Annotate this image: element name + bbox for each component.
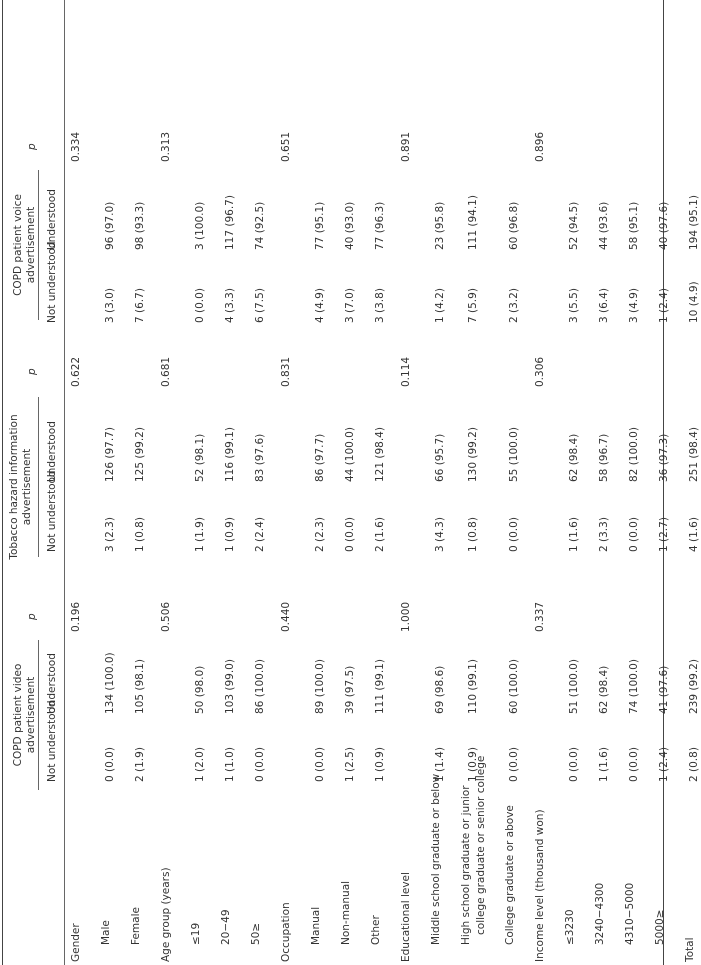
data-cell: 1 (1.0) [224,747,236,782]
group-title: Tobacco hazard information advertisement [8,414,33,560]
data-cell: 3 (7.0) [344,288,356,323]
data-cell: 2 (1.9) [134,747,146,782]
data-cell: 1 (2.4) [658,288,670,323]
data-cell: 0 (0.0) [194,288,206,323]
p-value: 0.196 [70,601,82,632]
group-underline [38,397,39,557]
data-cell: 83 (97.6) [254,433,266,482]
data-cell: 6 (7.5) [254,288,266,323]
data-cell: 1 (4.2) [434,288,446,323]
data-cell: 251 (98.4) [688,427,700,482]
p-value: 0.622 [70,356,82,387]
data-cell: 2 (1.6) [374,517,386,552]
data-cell: 86 (97.7) [314,433,326,482]
data-cell: 96 (97.0) [104,201,116,250]
data-cell: 3 (3.0) [104,288,116,323]
data-cell: 134 (100.0) [104,652,116,714]
data-cell: 1 (0.9) [374,747,386,782]
data-cell: 3 (100.0) [194,201,206,250]
data-cell: 1 (1.6) [568,517,580,552]
row-sublabel: ≤3230 [564,909,576,945]
row-sublabel: High school graduate or junior [460,785,472,945]
data-cell: 98 (93.3) [134,201,146,250]
p-value: 0.313 [160,131,172,162]
row-sublabel: College graduate or above [504,805,516,945]
data-cell: 194 (95.1) [688,195,700,250]
data-cell: 58 (95.1) [628,201,640,250]
data-cell: 239 (99.2) [688,659,700,714]
table-bottom-rule [663,0,664,965]
data-cell: 51 (100.0) [568,659,580,714]
data-cell: 40 (93.0) [344,201,356,250]
data-cell: 3 (4.3) [434,517,446,552]
row-category-label: Age group (years) [160,867,172,962]
data-cell: 3 (2.3) [104,517,116,552]
data-cell: 1 (1.9) [194,517,206,552]
row-sublabel: Middle school graduate or below [430,773,442,945]
data-cell: 62 (98.4) [598,665,610,714]
group-underline [38,170,39,320]
data-cell: 126 (97.7) [104,427,116,482]
data-cell: 0 (0.0) [508,747,520,782]
data-cell: 103 (99.0) [224,659,236,714]
row-category-label: Total [684,937,696,962]
data-cell: 130 (99.2) [467,427,479,482]
p-value: 0.114 [400,356,412,387]
data-cell: 0 (0.0) [568,747,580,782]
row-sublabel: Manual [310,906,322,945]
data-cell: 52 (98.1) [194,433,206,482]
data-cell: 77 (95.1) [314,201,326,250]
row-sublabel: 5000≥ [654,909,666,945]
data-cell: 105 (98.1) [134,659,146,714]
data-cell: 2 (3.2) [508,288,520,323]
row-sublabel: Male [100,920,112,945]
row-sublabel: 20−49 [220,909,232,945]
data-cell: 44 (100.0) [344,427,356,482]
row-category-label: Income level (thousand won) [534,809,546,962]
data-cell: 23 (95.8) [434,201,446,250]
data-cell: 111 (99.1) [374,659,386,714]
row-sublabel: Other [370,915,382,945]
data-cell: 117 (96.7) [224,195,236,250]
data-cell: 82 (100.0) [628,427,640,482]
p-value: 0.831 [280,356,292,387]
column-header-not-understood: Not understood [46,700,58,782]
column-header-understood: Understood [46,653,58,714]
data-cell: 4 (4.9) [314,288,326,323]
data-cell: 40 (97.6) [658,201,670,250]
data-cell: 60 (96.8) [508,201,520,250]
p-value: 1.000 [400,601,412,632]
column-header-p: p [26,368,38,375]
data-cell: 89 (100.0) [314,659,326,714]
p-value: 0.440 [280,601,292,632]
data-cell: 0 (0.0) [254,747,266,782]
data-cell: 58 (96.7) [598,433,610,482]
row-sublabel: 50≥ [250,922,262,945]
data-cell: 4 (1.6) [688,517,700,552]
row-sublabel: Female [130,907,142,945]
p-value: 0.334 [70,131,82,162]
data-cell: 3 (5.5) [568,288,580,323]
data-cell: 36 (97.3) [658,433,670,482]
p-value: 0.681 [160,356,172,387]
data-cell: 1 (2.7) [658,517,670,552]
data-cell: 1 (2.0) [194,747,206,782]
data-cell: 41 (97.6) [658,665,670,714]
data-cell: 0 (0.0) [628,747,640,782]
data-cell: 86 (100.0) [254,659,266,714]
data-cell: 0 (0.0) [628,517,640,552]
p-value: 0.506 [160,601,172,632]
data-cell: 39 (97.5) [344,665,356,714]
column-header-not-understood: Not understood [46,241,58,323]
data-cell: 0 (0.0) [508,517,520,552]
data-cell: 77 (96.3) [374,201,386,250]
data-cell: 111 (94.1) [467,195,479,250]
column-header-p: p [26,143,38,150]
data-cell: 2 (2.3) [314,517,326,552]
column-header-not-understood: Not understood [46,470,58,552]
data-cell: 125 (99.2) [134,427,146,482]
p-value: 0.891 [400,131,412,162]
row-sublabel: 3240−4300 [594,882,606,945]
data-cell: 0 (0.0) [104,747,116,782]
data-cell: 1 (1.4) [434,747,446,782]
p-value: 0.337 [534,601,546,632]
row-sublabel: ≤19 [190,922,202,945]
data-cell: 2 (3.3) [598,517,610,552]
group-title: COPD patient voice advertisement [12,194,37,296]
data-cell: 0 (0.0) [314,747,326,782]
data-cell: 3 (6.4) [598,288,610,323]
data-cell: 0 (0.0) [344,517,356,552]
data-cell: 10 (4.9) [688,281,700,323]
row-sublabel: 4310−5000 [624,882,636,945]
column-header-p: p [26,613,38,620]
data-cell: 3 (4.9) [628,288,640,323]
row-category-label: Occupation [280,902,292,962]
row-category-label: Gender [70,923,82,962]
data-cell: 55 (100.0) [508,427,520,482]
data-cell: 2 (0.8) [688,747,700,782]
data-cell: 1 (0.9) [224,517,236,552]
data-cell: 69 (98.6) [434,665,446,714]
data-cell: 110 (99.1) [467,659,479,714]
data-cell: 74 (100.0) [628,659,640,714]
data-cell: 1 (0.8) [134,517,146,552]
data-cell: 44 (93.6) [598,201,610,250]
group-underline [38,640,39,790]
row-sublabel: Non-manual [340,880,352,945]
data-cell: 74 (92.5) [254,201,266,250]
data-cell: 62 (98.4) [568,433,580,482]
column-header-understood: Understood [46,189,58,250]
p-value: 0.306 [534,356,546,387]
data-cell: 1 (0.9) [467,747,479,782]
data-cell: 66 (95.7) [434,433,446,482]
data-cell: 7 (5.9) [467,288,479,323]
data-cell: 116 (99.1) [224,427,236,482]
row-sublabel: college graduate or senior college [475,755,487,935]
column-header-understood: Understood [46,421,58,482]
data-cell: 52 (94.5) [568,201,580,250]
table-top-rule [2,0,3,965]
row-category-label: Educational level [400,872,412,962]
data-cell: 7 (6.7) [134,288,146,323]
data-cell: 4 (3.3) [224,288,236,323]
data-cell: 50 (98.0) [194,665,206,714]
data-cell: 1 (1.6) [598,747,610,782]
data-cell: 3 (3.8) [374,288,386,323]
p-value: 0.896 [534,131,546,162]
group-title: COPD patient video advertisement [12,663,37,767]
data-cell: 1 (2.5) [344,747,356,782]
data-cell: 121 (98.4) [374,427,386,482]
data-cell: 1 (0.8) [467,517,479,552]
table-header-rule [64,0,65,965]
data-cell: 2 (2.4) [254,517,266,552]
data-cell: 1 (2.4) [658,747,670,782]
p-value: 0.651 [280,131,292,162]
data-cell: 60 (100.0) [508,659,520,714]
